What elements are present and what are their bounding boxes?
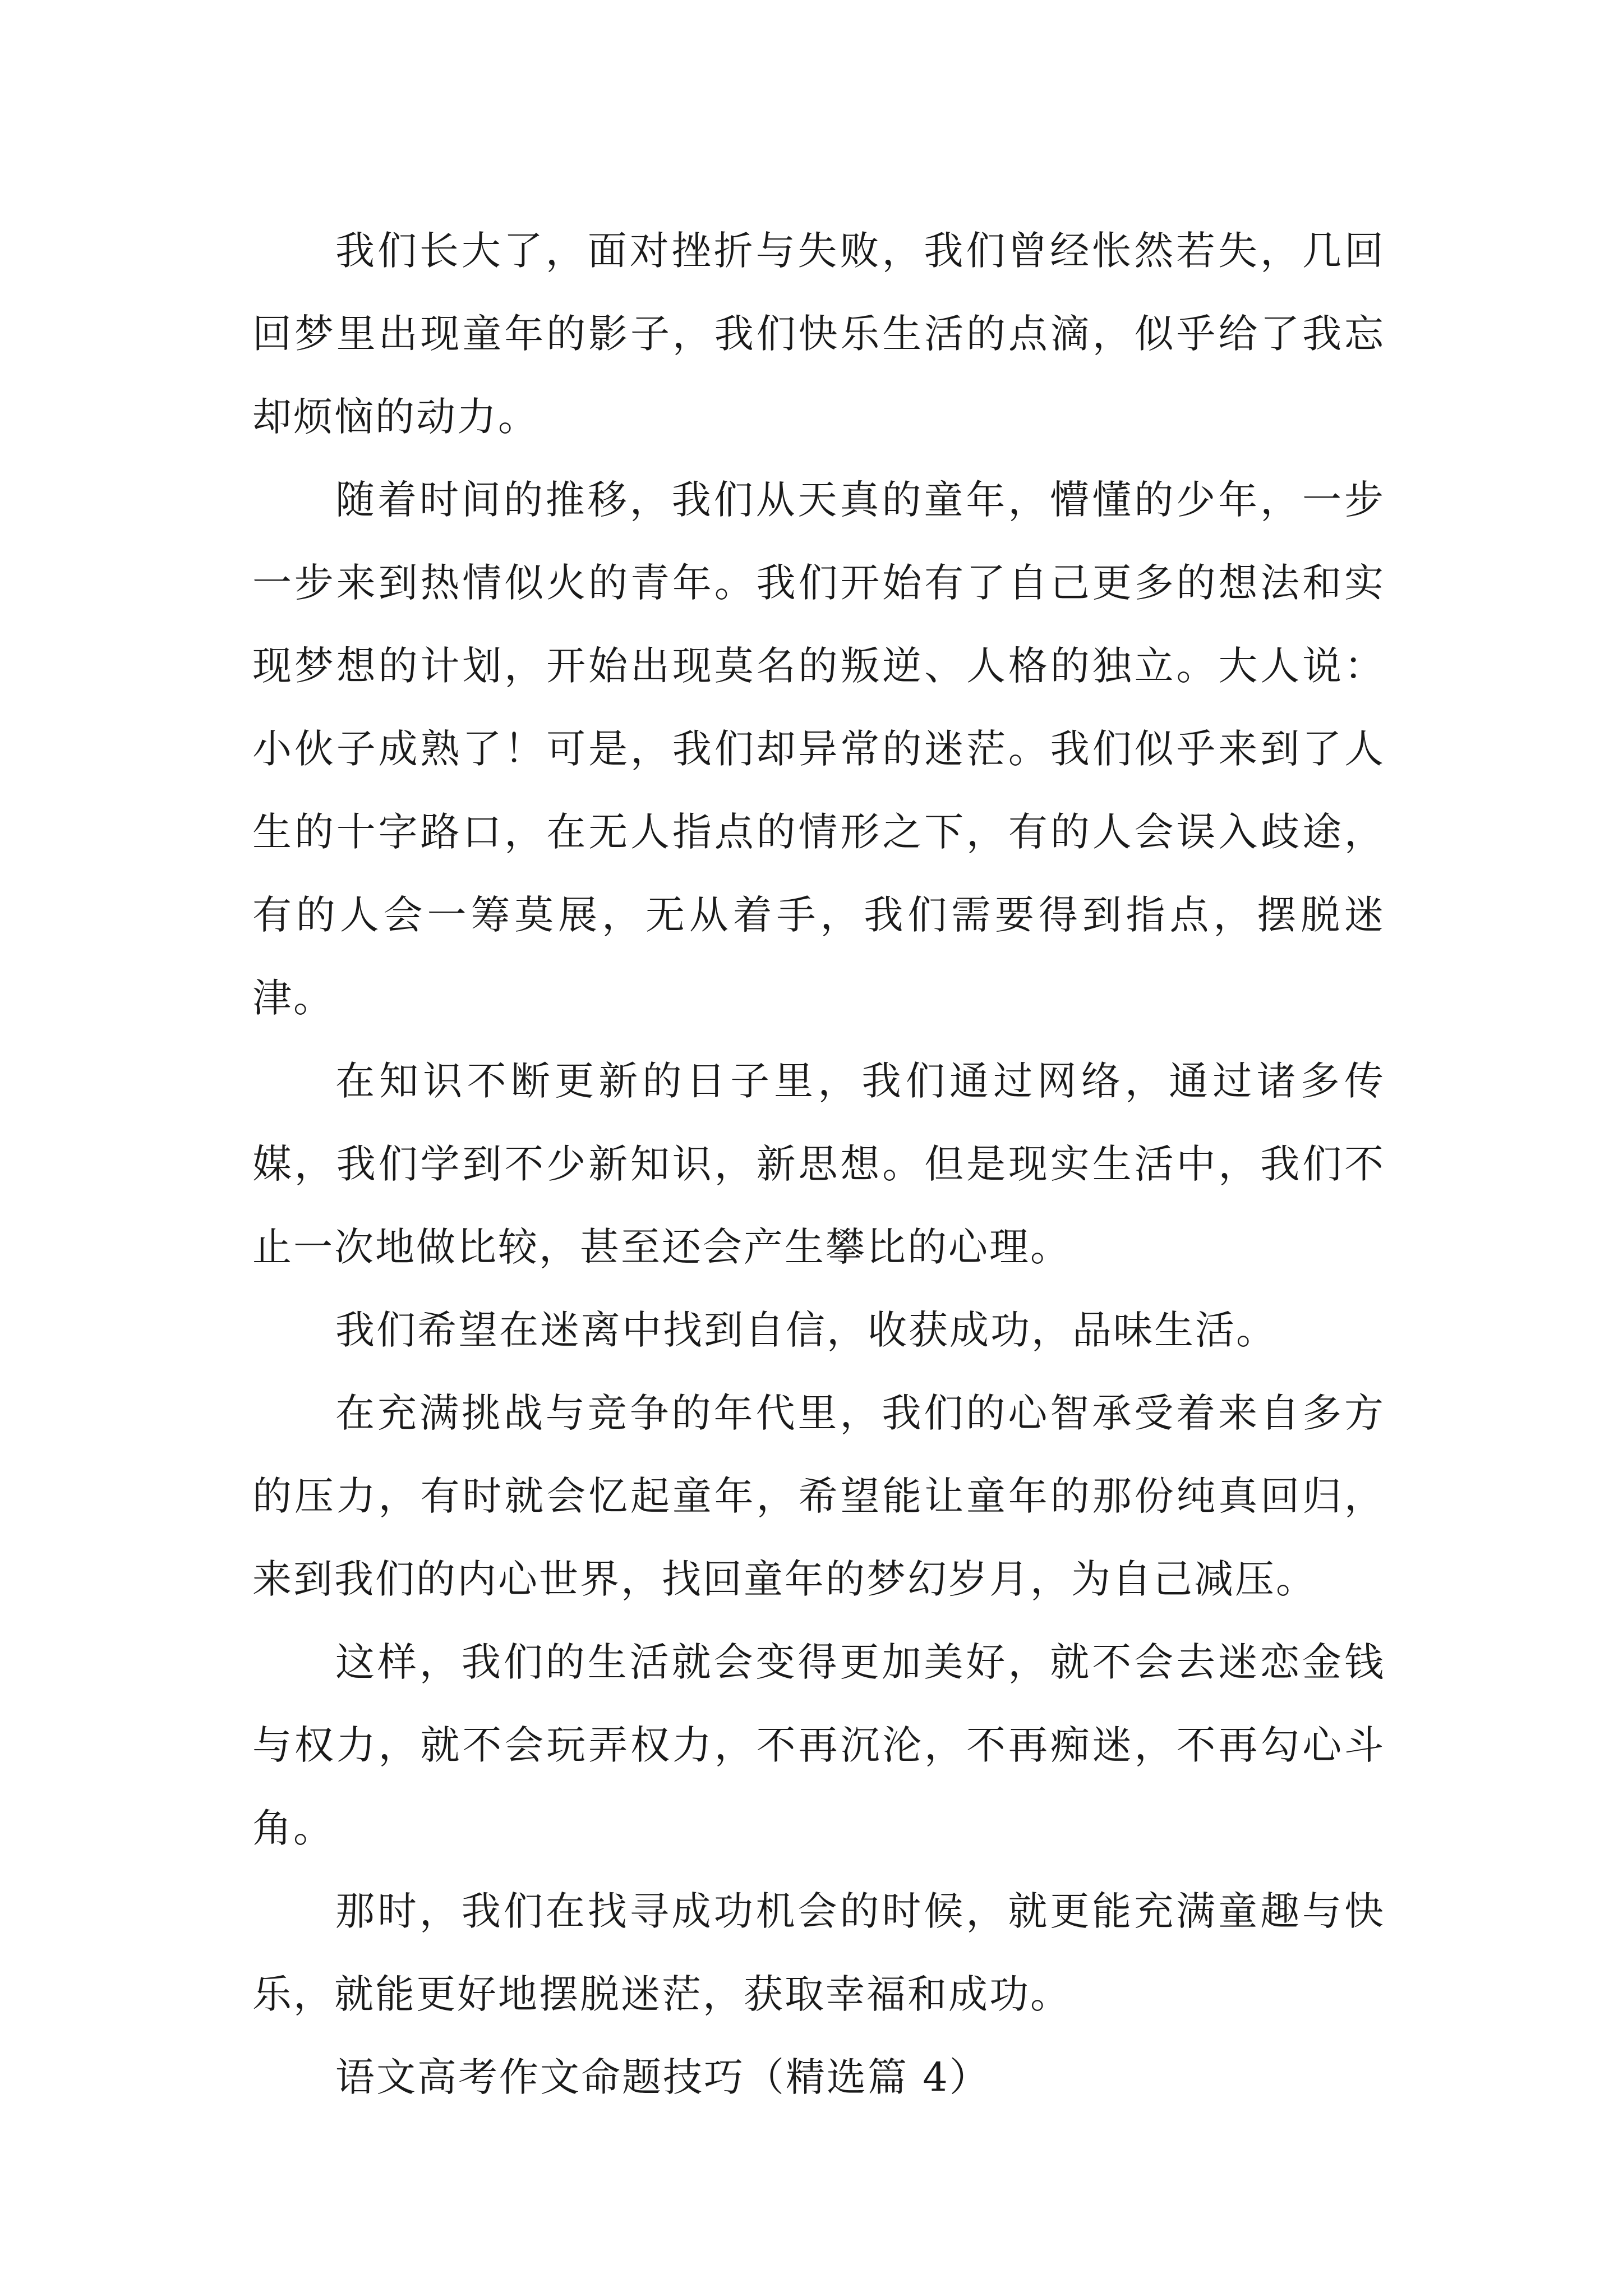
- paragraph: 在知识不断更新的日子里，我们通过网络，通过诸多传媒，我们学到不少新知识，新思想。但是现实生活中，我们不止一次地做比较，甚至还会产生攀比的心理。: [252, 1058, 1385, 1270]
- paragraph: 这样，我们的生活就会变得更加美好，就不会去迷恋金钱与权力，就不会玩弄权力，不再沉沦，不再痴迷，不再勾心斗角。: [252, 1639, 1385, 1851]
- document-body: [252, 209, 1385, 2119]
- paragraph: 我们希望在迷离中找到自信，收获成功，品味生活。: [335, 1307, 1277, 1353]
- paragraph: 随着时间的推移，我们从天真的童年，懵懂的少年，一步一步来到热情似火的青年。我们开始有了自己更多的想法和实现梦想的计划，开始出现莫名的叛逆、人格的独立。大人说：小伙子成熟了！可是，我们却异常的迷茫。我们似乎来到了人生的十字路口，在无人指点的情形之下，有的人会误入歧途，有的人会一筹莫展，无从着手，我们需要得到指点，摆脱迷津。: [252, 477, 1385, 1021]
- paragraph: 那时，我们在找寻成功机会的时候，就更能充满童趣与快乐，就能更好地摆脱迷茫，获取幸福和成功。: [252, 1888, 1385, 2017]
- section-heading: 语文高考作文命题技巧（精选篇 4）: [335, 2054, 990, 2100]
- paragraph: 在充满挑战与竞争的年代里，我们的心智承受着来自多方的压力，有时就会忆起童年，希望能让童年的那份纯真回归，来到我们的内心世界，找回童年的梦幻岁月，为自己减压。: [252, 1390, 1385, 1602]
- paragraph: 我们长大了，面对挫折与失败，我们曾经怅然若失，几回回梦里出现童年的影子，我们快乐生活的点滴，似乎给了我忘却烦恼的动力。: [252, 228, 1385, 440]
